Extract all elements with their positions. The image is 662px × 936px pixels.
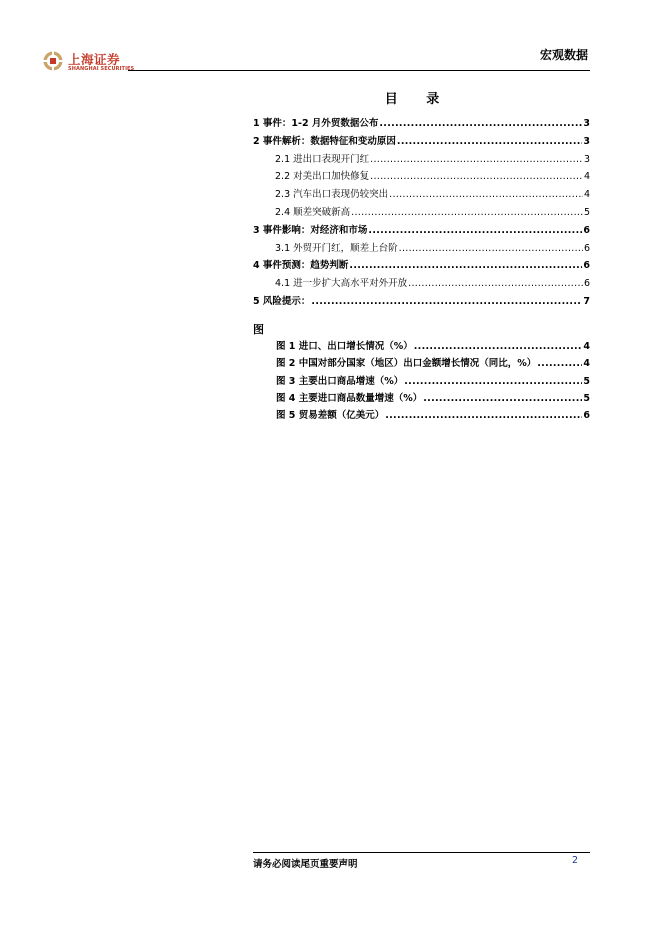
toc-entry[interactable]	[253, 133, 590, 151]
footer-divider	[253, 852, 590, 853]
toc-leader	[385, 407, 582, 424]
toc-entry[interactable]	[253, 115, 590, 133]
toc-subentry[interactable]	[253, 151, 590, 169]
toc-subentry[interactable]	[253, 275, 590, 293]
toc-entry-label: 2.1 进出口表现开门红	[275, 153, 370, 165]
toc-entry-label: 2.2 对美出口加快修复	[275, 171, 370, 183]
toc-leader	[404, 373, 582, 390]
toc-leader	[370, 151, 583, 169]
page-number: 2	[571, 855, 578, 866]
toc-subentry[interactable]	[253, 168, 590, 186]
toc-entry-label: 4 事件预测：趋势判断	[253, 260, 349, 272]
figure-entry[interactable]	[276, 355, 590, 372]
figure-entry-page: 6	[583, 410, 590, 422]
figure-list	[276, 338, 590, 424]
toc-leader	[537, 355, 582, 372]
toc-entry-page: 3	[583, 135, 590, 147]
figure-entry-page: 5	[583, 375, 590, 387]
toc-entry-page: 6	[583, 278, 590, 290]
toc-leader	[397, 133, 582, 151]
logo-text-cn: 上海证券	[68, 52, 121, 67]
toc-leader	[351, 204, 583, 222]
figure-entry-label: 图 1 进口、出口增长情况（%）	[276, 341, 413, 352]
toc-leader	[414, 338, 583, 355]
logo-text-en: SHANGHAI SECURITIES	[68, 66, 135, 72]
toc-entry-label: 2.4 顺差突破新高	[275, 206, 351, 218]
toc-entry-page: 4	[583, 189, 590, 201]
figure-list-heading: 图	[253, 323, 264, 336]
figure-entry-label: 图 4 主要进口商品数量增速（%）	[276, 392, 423, 404]
toc-entry[interactable]	[253, 257, 590, 275]
figure-entry-page: 4	[583, 341, 590, 352]
toc-leader	[423, 390, 582, 407]
toc-entry-page: 4	[583, 171, 590, 183]
figure-entry-page: 5	[583, 392, 590, 404]
toc-leader	[370, 168, 583, 186]
header-divider	[128, 70, 590, 71]
toc-entry-page: 6	[583, 242, 590, 254]
figure-entry-label: 图 2 中国对部分国家（地区）出口金额增长情况（同比，%）	[276, 358, 537, 370]
figure-entry[interactable]	[276, 338, 590, 355]
toc-entry-label: 1 事件：1-2 月外贸数据公布	[253, 118, 379, 129]
toc-entry-page: 5	[583, 206, 590, 218]
logo-mark-icon	[43, 51, 63, 71]
figure-entry[interactable]	[276, 373, 590, 390]
toc-entry-page: 6	[583, 260, 590, 272]
toc-leader	[379, 115, 582, 133]
footer-disclaimer: 请务必阅读尾页重要声明	[253, 859, 358, 870]
toc-leader	[389, 186, 583, 204]
toc-entry-page: 7	[583, 295, 590, 307]
toc-subentry[interactable]	[253, 186, 590, 204]
toc-leader	[368, 222, 582, 240]
toc-leader	[408, 275, 583, 293]
figure-entry-label: 图 5 贸易差额（亿美元）	[276, 410, 385, 422]
toc-entry-page: 3	[583, 153, 590, 165]
report-category: 宏观数据	[539, 48, 588, 62]
toc-entry-page: 3	[583, 118, 590, 129]
toc-entry-page: 6	[583, 224, 590, 236]
toc-entry[interactable]	[253, 222, 590, 240]
toc-entry-label: 5 风险提示：	[253, 295, 311, 307]
toc-leader	[311, 293, 582, 311]
toc-subentry[interactable]	[253, 240, 590, 258]
toc-subentry[interactable]	[253, 204, 590, 222]
toc-entry-label: 3 事件影响：对经济和市场	[253, 224, 368, 236]
toc-title: 目 录	[384, 92, 452, 107]
toc-leader	[399, 240, 583, 258]
toc-entry-label: 2.3 汽车出口表现仍较突出	[275, 189, 389, 201]
figure-entry-page: 4	[583, 358, 590, 370]
toc-entry-label: 4.1 进一步扩大高水平对外开放	[275, 278, 408, 290]
toc-leader	[349, 257, 582, 275]
toc-entry[interactable]	[253, 293, 590, 311]
figure-entry-label: 图 3 主要出口商品增速（%）	[276, 375, 404, 387]
company-logo	[42, 50, 142, 74]
toc-entry-label: 3.1 外贸开门红，顺差上台阶	[275, 242, 398, 254]
toc-entry-label: 2 事件解析：数据特征和变动原因	[253, 135, 396, 147]
figure-entry[interactable]	[276, 390, 590, 407]
figure-entry[interactable]	[276, 407, 590, 424]
table-of-contents	[253, 115, 590, 311]
